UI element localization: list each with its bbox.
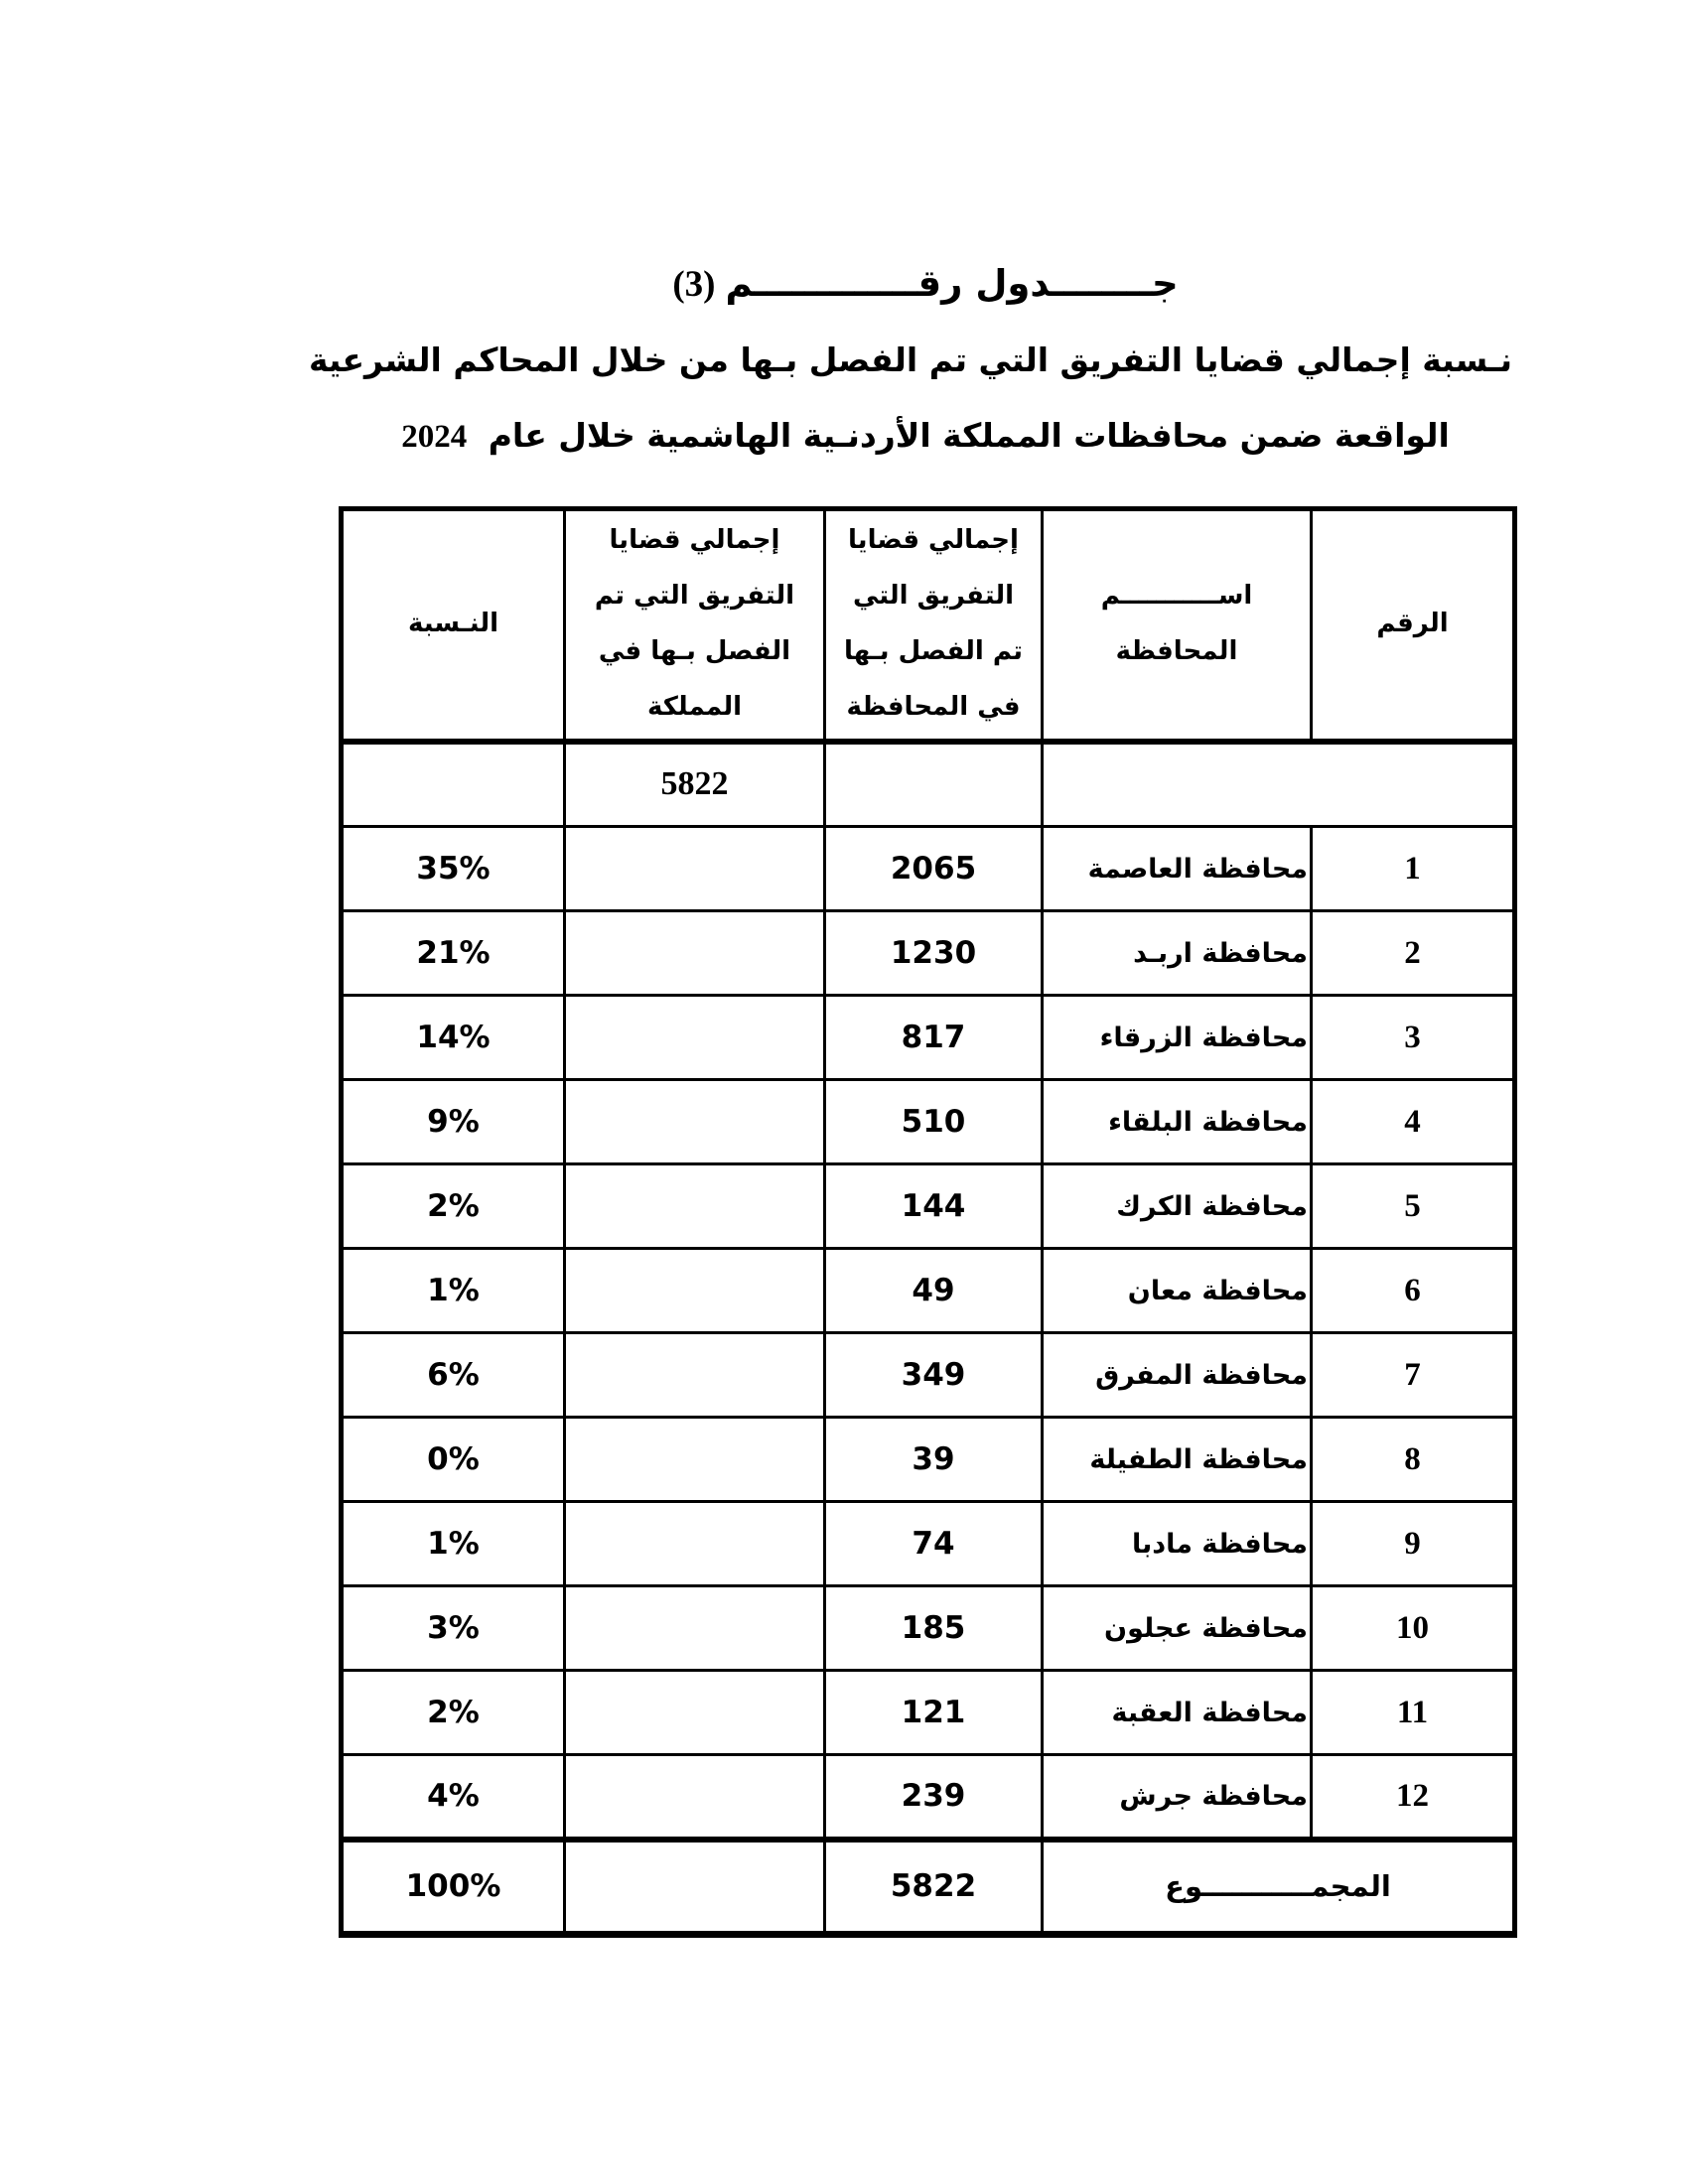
percentage-cell: 0%: [342, 1418, 565, 1502]
governorate-name-cell: محافظة البلقاء: [1043, 1080, 1312, 1164]
kingdom-cases-empty-cell: [565, 1249, 825, 1333]
cases-cell: 239: [825, 1755, 1043, 1840]
kingdom-cases-empty-cell: [565, 1164, 825, 1249]
statistics-table: [339, 506, 1517, 1938]
serial-cell: 2: [1312, 911, 1515, 996]
table-title-line3: [339, 398, 1512, 475]
percentage-cell: 35%: [342, 827, 565, 911]
table-row: [342, 1080, 1515, 1164]
percentage-cell: 6%: [342, 1333, 565, 1418]
table-row: [342, 1164, 1515, 1249]
table-row: [342, 1249, 1515, 1333]
table-row: [342, 1755, 1515, 1840]
table-row: [342, 1418, 1515, 1502]
table-title-line3-text: الواقعة ضمن محافظات المملكة الأردنـية الهاشمية خلال عام: [488, 416, 1450, 455]
table-row: [342, 827, 1515, 911]
serial-cell: 1: [1312, 827, 1515, 911]
governorate-name-cell: محافظة الكرك: [1043, 1164, 1312, 1249]
kingdom-row-empty-pct-cell: [342, 742, 565, 827]
total-percentage-cell: 100%: [342, 1840, 565, 1935]
kingdom-row-empty-cases-cell: [825, 742, 1043, 827]
serial-cell: 3: [1312, 996, 1515, 1080]
table-number: (3): [672, 264, 716, 305]
header-cases-in-kingdom: إجمالي قضايا التفريق التي تم الفصل بـها في المملكة: [565, 509, 825, 742]
cases-cell: 121: [825, 1671, 1043, 1755]
cases-cell: 185: [825, 1586, 1043, 1671]
header-percentage: النـسبة: [342, 509, 565, 742]
governorate-name-cell: محافظة جرش: [1043, 1755, 1312, 1840]
serial-cell: 8: [1312, 1418, 1515, 1502]
percentage-cell: 3%: [342, 1586, 565, 1671]
cases-cell: 74: [825, 1502, 1043, 1586]
header-serial: الرقم: [1312, 509, 1515, 742]
percentage-cell: 14%: [342, 996, 565, 1080]
governorate-name-cell: محافظة الزرقاء: [1043, 996, 1312, 1080]
total-cases-cell: 5822: [825, 1840, 1043, 1935]
serial-cell: 7: [1312, 1333, 1515, 1418]
cases-cell: 39: [825, 1418, 1043, 1502]
kingdom-cases-empty-cell: [565, 1418, 825, 1502]
governorate-name-cell: محافظة المفرق: [1043, 1333, 1312, 1418]
cases-cell: 1230: [825, 911, 1043, 996]
percentage-cell: 2%: [342, 1671, 565, 1755]
kingdom-total-row: [342, 742, 1515, 827]
header-cases-in-governorate: إجمالي قضايا التفريق التي تم الفصل بـها في المحافظة: [825, 509, 1043, 742]
kingdom-cases-empty-cell: [565, 1080, 825, 1164]
percentage-cell: 4%: [342, 1755, 565, 1840]
header-governorate-name: اســـــــــــم المحافظة: [1043, 509, 1312, 742]
percentage-cell: 1%: [342, 1249, 565, 1333]
percentage-cell: 2%: [342, 1164, 565, 1249]
table-title-year: 2024: [401, 419, 468, 455]
percentage-cell: 1%: [342, 1502, 565, 1586]
table-row: [342, 1671, 1515, 1755]
table-title-line2: نـسبة إجمالي قضايا التفريق التي تم الفصل بـها من خلال المحاكم الشرعية: [309, 341, 1512, 379]
percentage-cell: 9%: [342, 1080, 565, 1164]
serial-cell: 12: [1312, 1755, 1515, 1840]
kingdom-cases-empty-cell: [565, 1755, 825, 1840]
document-titles: [309, 246, 1512, 475]
governorate-name-cell: محافظة اربـد: [1043, 911, 1312, 996]
kingdom-cases-empty-cell: [565, 1333, 825, 1418]
table-row: [342, 996, 1515, 1080]
governorate-name-cell: محافظة معان: [1043, 1249, 1312, 1333]
grand-total-row: [342, 1840, 1515, 1935]
kingdom-cases-empty-cell: [565, 996, 825, 1080]
governorate-name-cell: محافظة الطفيلة: [1043, 1418, 1312, 1502]
governorate-name-cell: محافظة العاصمة: [1043, 827, 1312, 911]
kingdom-total-value: 5822: [565, 742, 825, 827]
serial-cell: 6: [1312, 1249, 1515, 1333]
serial-cell: 9: [1312, 1502, 1515, 1586]
table-title-line1: [339, 246, 1512, 323]
percentage-cell: 21%: [342, 911, 565, 996]
table-title-text: جــــــــدول رقـــــــــــــم: [725, 262, 1179, 305]
serial-cell: 11: [1312, 1671, 1515, 1755]
kingdom-cases-empty-cell: [565, 911, 825, 996]
table-row: [342, 1586, 1515, 1671]
table-row: [342, 1333, 1515, 1418]
kingdom-row-empty-name-cell: [1043, 742, 1515, 827]
total-label-cell: المجمـــــــــــوع: [1043, 1840, 1515, 1935]
cases-cell: 144: [825, 1164, 1043, 1249]
total-kingdom-empty-cell: [565, 1840, 825, 1935]
cases-cell: 817: [825, 996, 1043, 1080]
kingdom-cases-empty-cell: [565, 1502, 825, 1586]
cases-cell: 349: [825, 1333, 1043, 1418]
table-header-row: [342, 509, 1515, 742]
table-row: [342, 911, 1515, 996]
kingdom-cases-empty-cell: [565, 1586, 825, 1671]
serial-cell: 10: [1312, 1586, 1515, 1671]
cases-cell: 510: [825, 1080, 1043, 1164]
governorate-name-cell: محافظة مادبا: [1043, 1502, 1312, 1586]
kingdom-cases-empty-cell: [565, 827, 825, 911]
serial-cell: 4: [1312, 1080, 1515, 1164]
governorate-name-cell: محافظة عجلون: [1043, 1586, 1312, 1671]
table-row: [342, 1502, 1515, 1586]
cases-cell: 49: [825, 1249, 1043, 1333]
cases-cell: 2065: [825, 827, 1043, 911]
serial-cell: 5: [1312, 1164, 1515, 1249]
kingdom-cases-empty-cell: [565, 1671, 825, 1755]
governorate-name-cell: محافظة العقبة: [1043, 1671, 1312, 1755]
